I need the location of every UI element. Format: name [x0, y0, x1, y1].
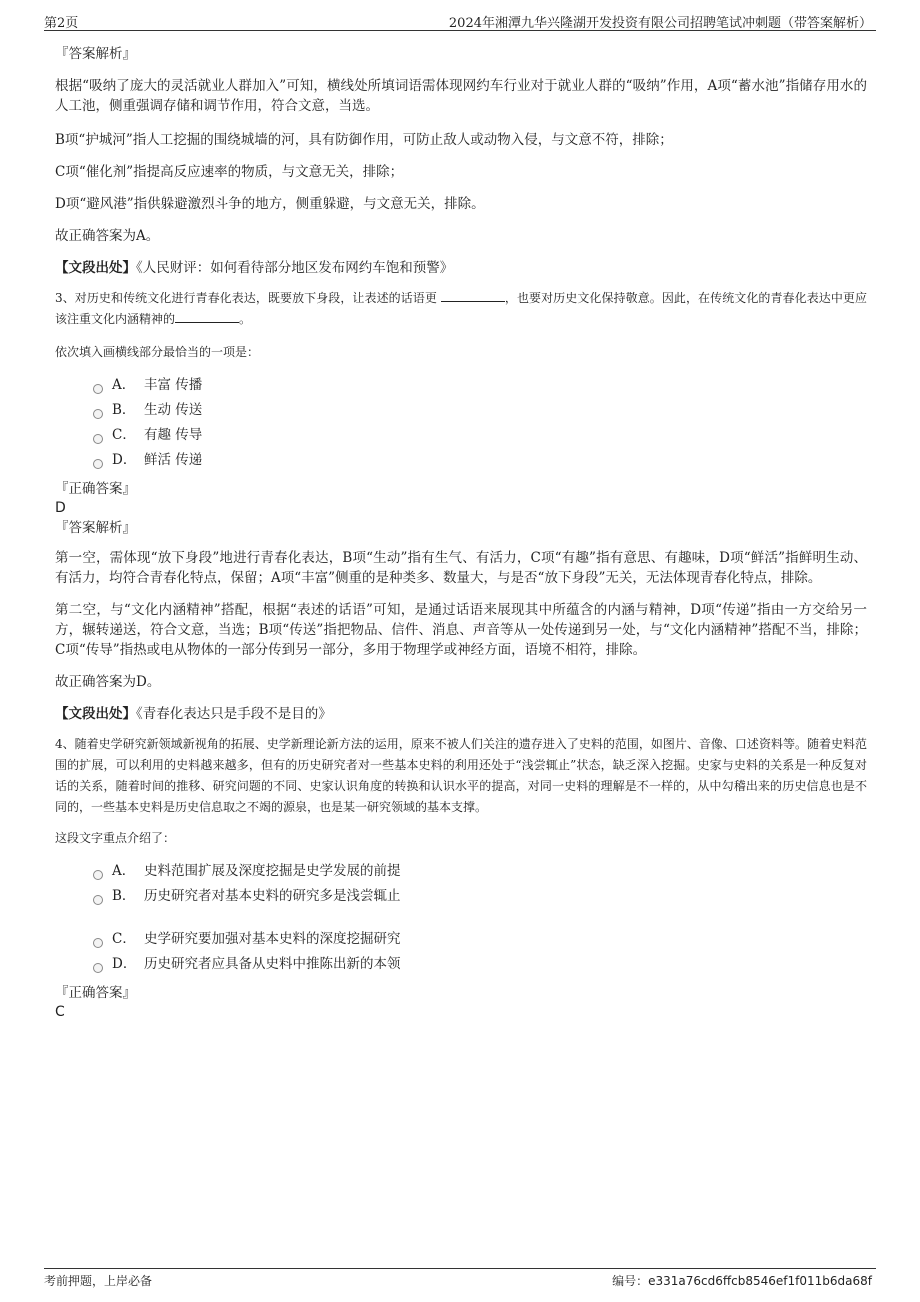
radio-icon[interactable] [93, 963, 103, 973]
q2-analysis-p3: C项“催化剂”指提高反应速率的物质，与文意无关，排除； [55, 164, 404, 180]
q3-source-text: 《青春化表达只是手段不是目的》 [136, 706, 332, 722]
page-header [44, 10, 876, 31]
radio-icon[interactable] [93, 384, 103, 394]
q3-options [55, 373, 867, 473]
option-text: 历史研究者对基本史料的研究多是浅尝辄止 [144, 888, 401, 904]
option-label: D． [112, 956, 137, 972]
footer-code-value: e331a76cd6ffcb8546ef1f011b6da68f [648, 1274, 872, 1288]
q3-stem [55, 288, 867, 330]
option-label: A． [112, 377, 136, 393]
option-text: 丰富 传播 [144, 377, 203, 393]
option-label: B． [112, 888, 136, 904]
page-content [55, 44, 867, 1021]
q4-prompt: 这段文字重点介绍了： [55, 831, 176, 845]
q3-analysis-tag: 『答案解析』 [55, 520, 136, 536]
option-text: 生动 传送 [144, 402, 203, 418]
q4-option-c[interactable] [93, 927, 867, 952]
q4-correct-answer: C [55, 1004, 65, 1020]
q4-option-b[interactable] [93, 884, 867, 909]
q2-analysis-p1: 根据“吸纳了庞大的灵活就业人群加入”可知，横线处所填词语需体现网约车行业对于就业人群的“吸纳”作用，A项“蓄水池”指储存用水的人工池，侧重强调存储和调节作用，符合文意，当选。 [55, 78, 867, 114]
q3-stem-part-b: ，也要对历史文化保持敬意。因此，在传统文化的青春化表达中更应该注重文化内涵精神的 [55, 291, 867, 326]
radio-icon[interactable] [93, 434, 103, 444]
option-text: 史料范围扩展及深度挖掘是史学发展的前提 [144, 863, 401, 879]
q3-stem-part-c: 。 [239, 312, 252, 326]
q3-source [55, 704, 867, 724]
radio-icon[interactable] [93, 938, 103, 948]
q3-option-b[interactable] [93, 398, 867, 423]
option-label: C． [112, 931, 136, 947]
q3-prompt: 依次填入画横线部分最恰当的一项是： [55, 345, 260, 359]
q2-source-label: 【文段出处】 [55, 260, 136, 276]
q3-stem-part-a: 3、对历史和传统文化进行青春化表达，既要放下身段，让表述的话语更 [55, 291, 437, 305]
q3-analysis-p1: 第一空，需体现“放下身段”地进行青春化表达，B项“生动”指有生气、有活力，C项“有趣”指有意思、有趣味，D项“鲜活”指鲜明生动、有活力，均符合青春化特点，保留；A项“丰富”侧重的是种类多、数量大，与是否“放下身段”无关，无法体现青春化特点，排除。 [55, 550, 867, 586]
q3-blank-2 [175, 310, 239, 323]
q3-analysis-p2: 第二空，与“文化内涵精神”搭配，根据“表述的话语”可知，是通过话语来展现其中所蕴含的内涵与精神，D项“传递”指由一方交给另一方，辗转递送，符合文意，当选；B项“传送”指把物品、信件、消息、声音等从一处传递到另一处，与“文化内涵精神”搭配不当，排除；C项“传导”指热或电从物体的一部分传到另一部分，多用于物理学或神经方面，语境不相符，排除。 [55, 602, 867, 658]
document-title: 2024年湘潭九华兴隆湖开发投资有限公司招聘笔试冲刺题（带答案解析） [448, 16, 872, 31]
option-label: A． [112, 863, 136, 879]
q3-option-d[interactable] [93, 448, 867, 473]
q3-option-a[interactable] [93, 373, 867, 398]
option-text: 鲜活 传递 [144, 452, 203, 468]
q4-correct-tag: 『正确答案』 [55, 985, 136, 1001]
q3-conclusion: 故正确答案为D。 [55, 674, 161, 690]
radio-icon[interactable] [93, 409, 103, 419]
option-label: C． [112, 427, 136, 443]
option-text: 有趣 传导 [144, 427, 203, 443]
option-label: B． [112, 402, 136, 418]
q3-source-label: 【文段出处】 [55, 706, 136, 722]
option-label: D． [112, 452, 137, 468]
q2-source-text: 《人民财评：如何看待部分地区发布网约车饱和预警》 [136, 260, 454, 276]
radio-icon[interactable] [93, 895, 103, 905]
page-footer [44, 1268, 876, 1288]
footer-slogan: 考前押题，上岸必备 [44, 1274, 153, 1288]
q4-stem: 4、随着史学研究新领域新视角的拓展、史学新理论新方法的运用，原来不被人们关注的遗存进入了史料的范围，如图片、音像、口述资料等。随着史料范围的扩展，可以利用的史料越来越多，但有的历史研究者对一些基本史料的利用还处于“浅尝辄止”状态，缺乏深入挖掘。史家与史料的关系是一种反复对话的关系，随着时间的推移、研究问题的不同、史家认识角度的转换和认识水平的提高，对同一史料的理解是不一样的，从中勾稽出来的历史信息也是不同的，一些基本史料是历史信息取之不竭的源泉，也是某一研究领域的基本支撑。 [55, 737, 867, 814]
q3-correct-tag: 『正确答案』 [55, 481, 136, 497]
q2-conclusion: 故正确答案为A。 [55, 228, 160, 244]
option-text: 史学研究要加强对基本史料的深度挖掘研究 [144, 931, 401, 947]
q3-correct-answer: D [55, 500, 66, 516]
q4-option-d[interactable] [93, 952, 867, 977]
radio-icon[interactable] [93, 459, 103, 469]
footer-code [612, 1272, 872, 1289]
q3-blank-1 [441, 289, 505, 302]
q4-option-a[interactable] [93, 859, 867, 884]
q2-source [55, 258, 867, 278]
q3-option-c[interactable] [93, 423, 867, 448]
option-text: 历史研究者应具备从史料中推陈出新的本领 [144, 956, 401, 972]
radio-icon[interactable] [93, 870, 103, 880]
footer-code-label: 编号： [612, 1274, 649, 1288]
q2-analysis-p2: B项“护城河”指人工挖掘的围绕城墙的河，具有防御作用，可防止敌人或动物入侵，与文意不符，排除； [55, 132, 673, 148]
page-number: 第2页 [44, 16, 79, 31]
q2-analysis-p4: D项“避风港”指供躲避激烈斗争的地方，侧重躲避，与文意无关，排除。 [55, 196, 485, 212]
q2-analysis-tag: 『答案解析』 [55, 46, 136, 62]
q4-options [55, 859, 867, 977]
